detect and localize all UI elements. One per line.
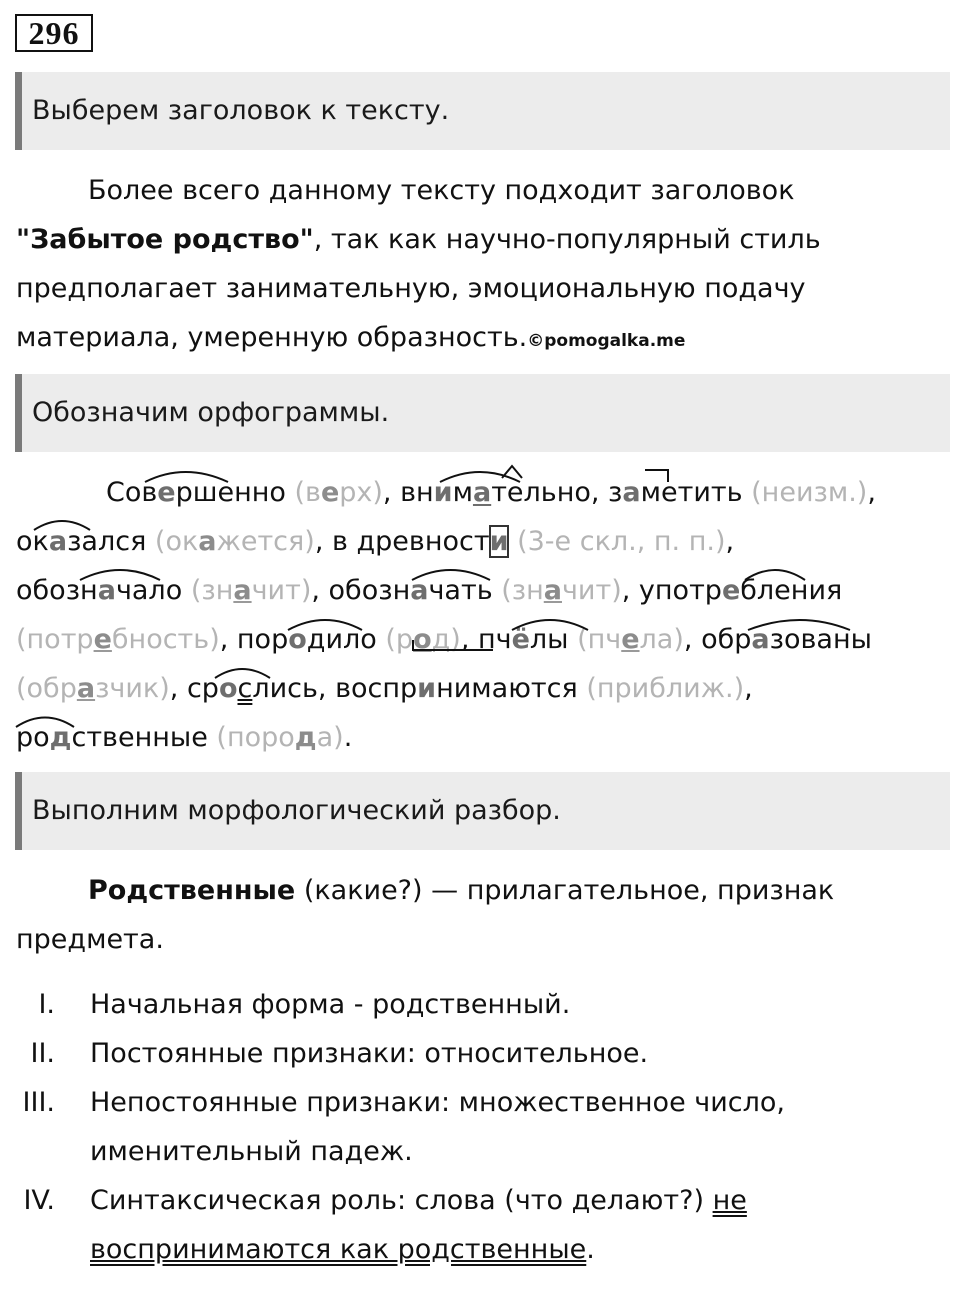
check-potrebnost: (потребность) <box>16 624 220 655</box>
check-rod: (род) <box>385 624 461 655</box>
predicate-underline-1: не <box>712 1185 747 1216</box>
list-item: III. Непостоянные признаки: множественное число, именительный падеж. <box>22 1087 785 1167</box>
word-pchyoly: пчёлы <box>478 624 569 655</box>
word-sroslis: срослись <box>186 673 318 704</box>
section-heading-spelling: Обозначим орфограммы. <box>15 374 950 452</box>
answer-rest: , так как научно-популярный стиль предполагает занимательную, эмоциональную подачу материала, умеренную образность. <box>16 224 821 353</box>
word-drevnosti: древности <box>356 526 509 557</box>
check-3-skl: (3-е скл., п. п.) <box>517 526 726 557</box>
check-znachit-1: (значит) <box>190 575 312 606</box>
answer-paragraph <box>16 166 946 366</box>
ending-box: и <box>489 526 509 557</box>
check-priblizh: (приближ.) <box>586 673 745 704</box>
word-oboznachat: обозначать <box>328 575 493 606</box>
spelling-paragraph: Совершенно (верх), внимательно, заметить (неизм.), оказался (окажется), в древности (3-е скл., п. п.), обозначало (значит), обозначать (значит), употребления (потребность), породило (род), пчёлы (пчела), образованы (образчик), срослись, воспринимаются (приближ.), родственные (порода). <box>16 477 876 753</box>
morph-list <box>0 980 950 1274</box>
word-sovershenno: Совершенно <box>106 477 286 508</box>
word-rodstvennye: родственные <box>16 722 208 753</box>
word-oboznachalo: обозначало <box>16 575 183 606</box>
word-porodilo: породило <box>236 624 377 655</box>
check-znachit-2: (значит) <box>501 575 622 606</box>
check-verh: (верх) <box>294 477 383 508</box>
predicate-underline-2: воспринимаются как родственные <box>90 1234 587 1265</box>
list-item: II. Постоянные признаки: относительное. <box>30 1038 649 1069</box>
check-okazhetsya: (окажется) <box>154 526 315 557</box>
morph-word: Родственные <box>88 875 296 906</box>
task-number: 296 <box>15 14 93 52</box>
section-heading-title: Выберем заголовок к тексту. <box>15 72 950 150</box>
word-zametit: заметить <box>608 477 743 508</box>
morph-intro: (какие?) — прилагательное, признак предмета. <box>16 875 835 955</box>
word-upotrebleniya: употребления <box>638 575 843 606</box>
check-neizm: (неизм.) <box>751 477 868 508</box>
answer-line1: Более всего данному тексту подходит заголовок <box>88 175 795 206</box>
check-pchela: (пчела) <box>577 624 684 655</box>
list-item: IV. Синтаксическая роль: слова (что делают?) не воспринимаются как родственные. <box>23 1185 747 1265</box>
word-vosprinimayutsya: воспринимаются <box>335 673 578 704</box>
morph-paragraph <box>16 866 946 964</box>
list-item: I. Начальная форма - родственный. <box>38 989 571 1020</box>
check-poroda: (порода) <box>216 722 344 753</box>
word-okazalsya: оказался <box>16 526 147 557</box>
section-heading-morph: Выполним морфологический разбор. <box>15 772 950 850</box>
answer-title-quote: "Забытое родство" <box>16 224 314 255</box>
word-obrazovany: образованы <box>701 624 872 655</box>
watermark: ©pomogalka.me <box>527 331 686 351</box>
word-vnimatelno: внимательно <box>400 477 591 508</box>
check-obrazchik: (образчик) <box>16 673 170 704</box>
